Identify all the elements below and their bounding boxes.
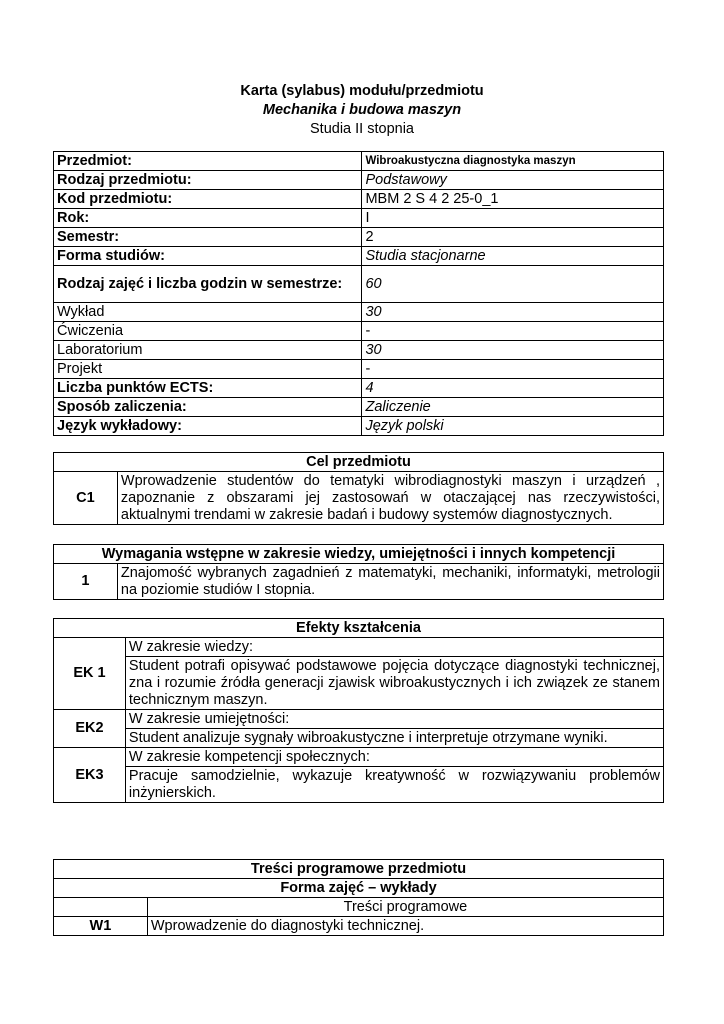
umiejetnosci-header: W zakresie umiejętności: [125,710,663,729]
table-row [54,417,664,436]
table-row [54,898,664,917]
ek3-text: Pracuje samodzielnie, wykazuje kreatywność w rozwiązywaniu problemów inżynierskich. [125,767,663,803]
kompetencje-header: W zakresie kompetencji społecznych: [125,748,663,767]
table-row [54,879,664,898]
label-kod: Kod przedmiotu: [54,190,362,209]
value-semestr: 2 [362,228,664,247]
value-wyklad: 30 [362,303,664,322]
cel-table [53,452,664,525]
table-row [54,360,664,379]
label-przedmiot: Przedmiot: [54,152,362,171]
ek2-code: EK2 [54,710,126,748]
table-row [54,247,664,266]
value-godziny: 60 [362,266,664,303]
label-jezyk: Język wykładowy: [54,417,362,436]
label-rok: Rok: [54,209,362,228]
value-zaliczenie: Zaliczenie [362,398,664,417]
value-projekt: - [362,360,664,379]
wymagania-title: Wymagania wstępne w zakresie wiedzy, umiejętności i innych kompetencji [54,545,664,564]
table-row [54,190,664,209]
value-kod: MBM 2 S 4 2 25-0_1 [362,190,664,209]
table-row [54,453,664,472]
label-rodzaj: Rodzaj przedmiotu: [54,171,362,190]
header-program: Mechanika i budowa maszyn [262,102,462,118]
w1-text: Wprowadzenie do diagnostyki technicznej. [147,917,663,936]
wiedza-header: W zakresie wiedzy: [125,638,663,657]
table-row [54,341,664,360]
label-zaliczenie: Sposób zaliczenia: [54,398,362,417]
value-forma: Studia stacjonarne [362,247,664,266]
value-jezyk: Język polski [362,417,664,436]
table-row [54,657,664,710]
header-level: Studia II stopnia [310,121,414,137]
table-row [54,472,664,525]
label-projekt: Projekt [54,360,362,379]
label-laboratorium: Laboratorium [54,341,362,360]
tresci-col-header: Treści programowe [147,898,663,917]
value-przedmiot: Wibroakustyczna diagnostyka maszyn [362,152,664,171]
table-row [54,564,664,600]
value-cwiczenia: - [362,322,664,341]
value-rodzaj: Podstawowy [362,171,664,190]
table-row [54,303,664,322]
value-rok: I [362,209,664,228]
label-ects: Liczba punktów ECTS: [54,379,362,398]
label-semestr: Semestr: [54,228,362,247]
label-forma: Forma studiów: [54,247,362,266]
table-row [54,860,664,879]
table-row [54,619,664,638]
table-row [54,398,664,417]
info-table [53,151,664,436]
table-row [54,748,664,767]
table-row [54,379,664,398]
value-ects: 4 [362,379,664,398]
label-godziny: Rodzaj zajęć i liczba godzin w semestrze: [54,266,362,303]
cel-title: Cel przedmiotu [54,453,664,472]
document-header [0,82,724,139]
ek1-code: EK 1 [54,638,126,710]
ek3-code: EK3 [54,748,126,803]
ek1-text: Student potrafi opisywać podstawowe pojęcia dotyczące diagnostyki technicznej, zna i rozumie źródła generacji zjawisk wibroakustycznych i ich związek ze stanem technicznym maszyn. [125,657,663,710]
table-row [54,228,664,247]
value-laboratorium: 30 [362,341,664,360]
table-row [54,266,664,303]
tresci-title: Treści programowe przedmiotu [54,860,664,879]
efekty-table [53,618,664,803]
wymagania-table [53,544,664,600]
table-row [54,767,664,803]
tresci-table [53,859,664,936]
table-row [54,710,664,729]
table-row [54,152,664,171]
label-wyklad: Wykład [54,303,362,322]
table-row [54,171,664,190]
empty-cell [54,898,148,917]
cel-text: Wprowadzenie studentów do tematyki wibrodiagnostyki maszyn i urządzeń , zapoznanie z obszarami jej zastosowań w otaczającej nas rzeczywistości, aktualnymi trendami w zakresie badań i budowy systemów diagnostycznych. [117,472,663,525]
table-row [54,209,664,228]
cel-code: C1 [54,472,118,525]
wymagania-text: Znajomość wybranych zagadnień z matematyki, mechaniki, informatyki, metrologii na poziomie studiów I stopnia. [117,564,663,600]
efekty-title: Efekty kształcenia [54,619,664,638]
table-row [54,638,664,657]
tresci-subtitle: Forma zajęć – wykłady [54,879,664,898]
table-row [54,729,664,748]
table-row [54,917,664,936]
table-row [54,545,664,564]
label-cwiczenia: Ćwiczenia [54,322,362,341]
table-row [54,322,664,341]
header-title: Karta (sylabus) modułu/przedmiotu [240,83,484,99]
w1-code: W1 [54,917,148,936]
wymagania-code: 1 [54,564,118,600]
ek2-text: Student analizuje sygnały wibroakustyczne i interpretuje otrzymane wyniki. [125,729,663,748]
